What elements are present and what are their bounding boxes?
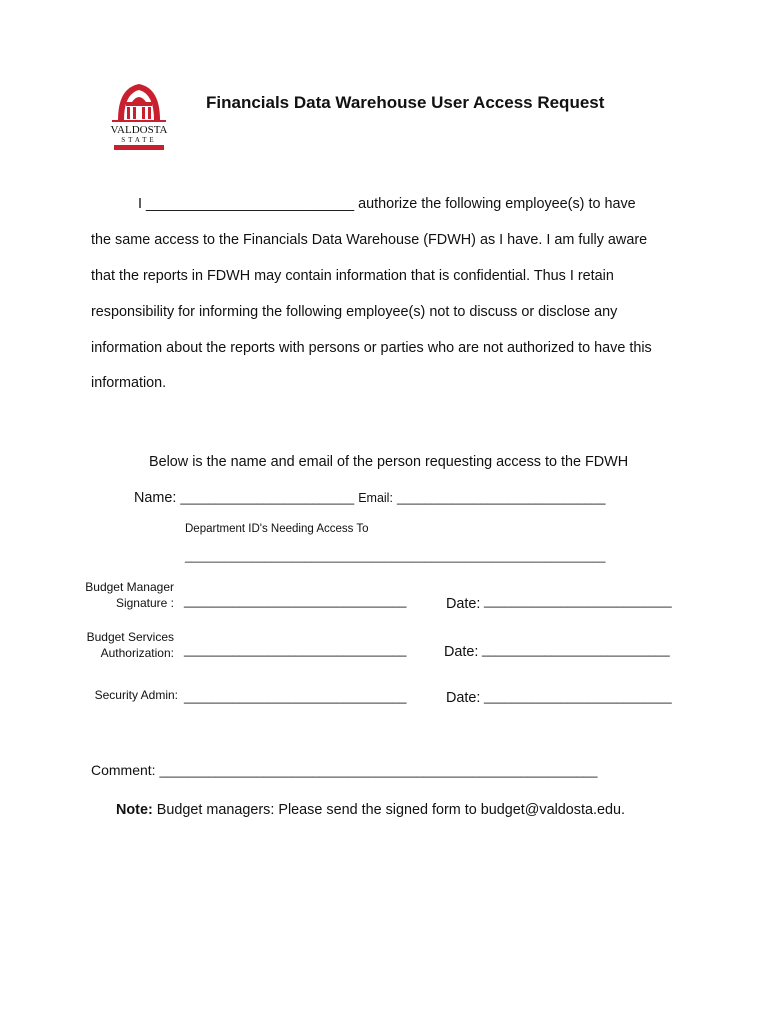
budget-manager-signature-field[interactable]: ________________________________ [184, 594, 407, 608]
paragraph-line: information. [91, 375, 167, 391]
name-label: Name: [134, 490, 177, 506]
note-label: Note: [116, 802, 153, 818]
name-field[interactable]: _________________________ [180, 491, 355, 505]
budget-services-date-field[interactable]: ___________________________ [482, 643, 670, 657]
label-line: Authorization: [100, 646, 174, 660]
submission-note [116, 802, 625, 818]
comment-row [91, 762, 597, 778]
email-label: Email: [358, 491, 393, 505]
security-admin-signature-field[interactable]: ________________________________ [184, 690, 407, 704]
paragraph-line: I __________________________ authorize the following employee(s) to have [138, 196, 636, 212]
paragraph-line: information about the reports with persons or parties who are not authorized to have this [91, 340, 652, 356]
security-admin-label: Security Admin: [94, 688, 178, 702]
note-text: Budget managers: Please send the signed form to budget@valdosta.edu. [156, 802, 625, 818]
name-email-row [134, 490, 606, 506]
svg-text:VALDOSTA: VALDOSTA [110, 124, 168, 136]
security-admin-date-field[interactable]: ___________________________ [484, 690, 672, 704]
paragraph-line: responsibility for informing the following employee(s) not to discuss or disclose any [91, 304, 618, 320]
label-line: Signature : [115, 596, 174, 610]
security-admin-date-label: Date: [446, 690, 481, 706]
paragraph-line: that the reports in FDWH may contain information that is confidential. Thus I retain [91, 268, 614, 284]
budget-manager-label [70, 580, 174, 610]
budget-services-label [64, 630, 174, 660]
form-title: Financials Data Warehouse User Access Request [206, 93, 605, 112]
department-label: Department ID's Needing Access To [185, 523, 369, 535]
comment-label: Comment: [91, 762, 156, 778]
email-field[interactable]: ______________________________ [396, 491, 606, 505]
budget-services-authorization-field[interactable]: ________________________________ [184, 643, 407, 657]
department-field[interactable]: _______________________________________________________________ [185, 549, 606, 563]
budget-manager-date-label: Date: [446, 596, 481, 612]
budget-manager-date-field[interactable]: ___________________________ [484, 594, 672, 608]
label-line: Budget Manager [85, 580, 174, 594]
valdosta-state-logo [104, 78, 174, 156]
budget-services-date-label: Date: [444, 644, 479, 660]
requester-intro: Below is the name and email of the person requesting access to the FDWH [149, 454, 629, 470]
svg-text:STATE: STATE [121, 136, 157, 144]
label-line: Budget Services [86, 630, 174, 644]
paragraph-line: the same access to the Financials Data Warehouse (FDWH) as I have. I am fully aware [91, 232, 648, 248]
comment-field[interactable]: _______________________________________________________________ [159, 764, 598, 778]
